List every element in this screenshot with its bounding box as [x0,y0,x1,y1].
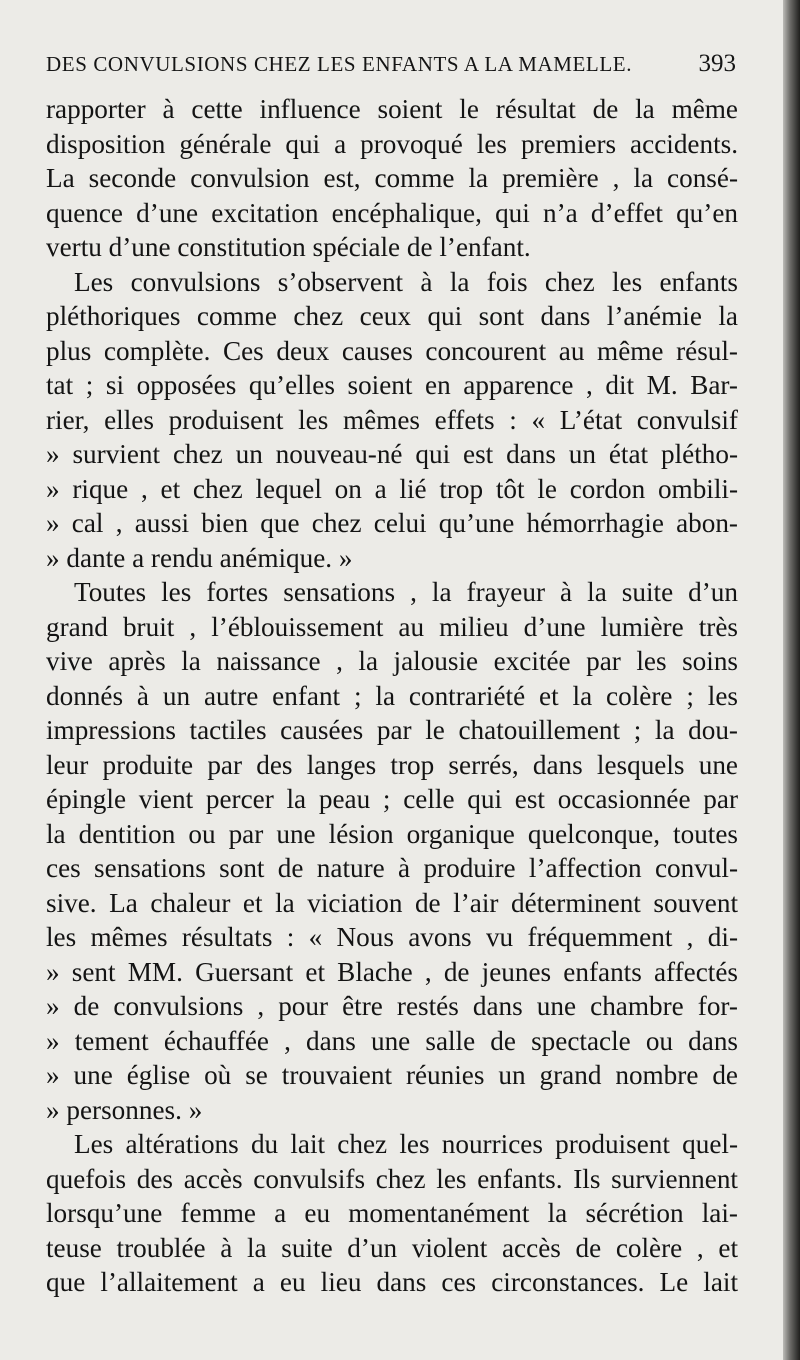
text-line: sive. La chaleur et la viciation de l’air déterminent souvent [46,887,738,918]
running-head: DES CONVULSIONS CHEZ LES ENFANTS A LA MAMELLE. [46,52,633,76]
paragraph-1 [46,92,738,265]
text-line: lorsqu’une femme a eu momentanément la sécrétion lai- [46,1198,738,1228]
text-line: leur produite par des langes trop serrés, dans lesquels une [46,749,738,780]
text-line: grand bruit , l’éblouissement au milieu d’une lumière très [46,611,738,642]
text-line: la dentition ou par une lésion organique quelconque, toutes [46,818,738,849]
text-line: Les convulsions s’observent à la fois chez les enfants [74,266,738,297]
text-line: les mêmes résultats : « Nous avons vu fréquemment , di- [46,922,738,952]
text-line: rapporter à cette influence soient le résultat de la même [46,94,738,124]
text-line: » de convulsions , pour être restés dans une chambre for- [46,991,738,1021]
text-line: » personnes. » [46,1094,203,1125]
text-line: » une église où se trouvaient réunies un grand nombre de [46,1060,738,1090]
page-header [46,50,736,84]
text-line: teuse troublée à la suite d’un violent accès de colère , et [46,1232,738,1263]
text-line: vertu d’une constitution spéciale de l’enfant. [46,232,531,262]
text-line: donnés à un autre enfant ; la contrariété et la colère ; les [46,680,738,711]
text-line: quence d’une excitation encéphalique, qui n’a d’effet qu’en [46,197,738,228]
page-number: 393 [698,50,736,77]
text-line: La seconde convulsion est, comme la première , la consé- [46,163,738,193]
text-line: vive après la naissance , la jalousie excitée par les soins [46,646,738,676]
text-line: » sent MM. Guersant et Blache , de jeunes enfants affectés [46,956,738,987]
text-line: » tement échauffée , dans une salle de spectacle ou dans [46,1025,738,1056]
text-line: impressions tactiles causées par le chatouillement ; la dou- [46,715,738,745]
body-text [46,92,738,1300]
paragraph-4 [46,1127,738,1300]
text-line: que l’allaitement a eu lieu dans ces circonstances. Le lait [46,1267,738,1297]
text-line: plus complète. Ces deux causes concourent au même résul- [46,335,738,366]
paragraph-2 [46,265,738,576]
text-line: rier, elles produisent les mêmes effets : « L’état convulsif [46,404,738,435]
paragraph-3 [46,575,738,1127]
text-line: Toutes les fortes sensations , la frayeur à la suite d’un [74,577,738,607]
text-line: pléthoriques comme chez ceux qui sont dans l’anémie la [46,301,738,331]
text-line: ces sensations sont de nature à produire l’affection convul- [46,853,738,883]
text-line: épingle vient percer la peau ; celle qui est occasionnée par [46,784,738,814]
text-line: » cal , aussi bien que chez celui qu’une hémorrhagie abon- [46,508,738,538]
page-edge-shadow [783,0,800,1360]
text-line: tat ; si opposées qu’elles soient en apparence , dit M. Bar- [46,370,738,400]
text-line: » survient chez un nouveau-né qui est dans un état plétho- [46,439,738,469]
text-line: Les altérations du lait chez les nourrices produisent quel- [74,1129,738,1159]
text-line: » dante a rendu anémique. » [46,542,353,573]
text-line: disposition générale qui a provoqué les premiers accidents. [46,128,738,159]
text-line: quefois des accès convulsifs chez les enfants. Ils surviennent [46,1163,738,1194]
text-line: » rique , et chez lequel on a lié trop tôt le cordon ombili- [46,473,738,504]
